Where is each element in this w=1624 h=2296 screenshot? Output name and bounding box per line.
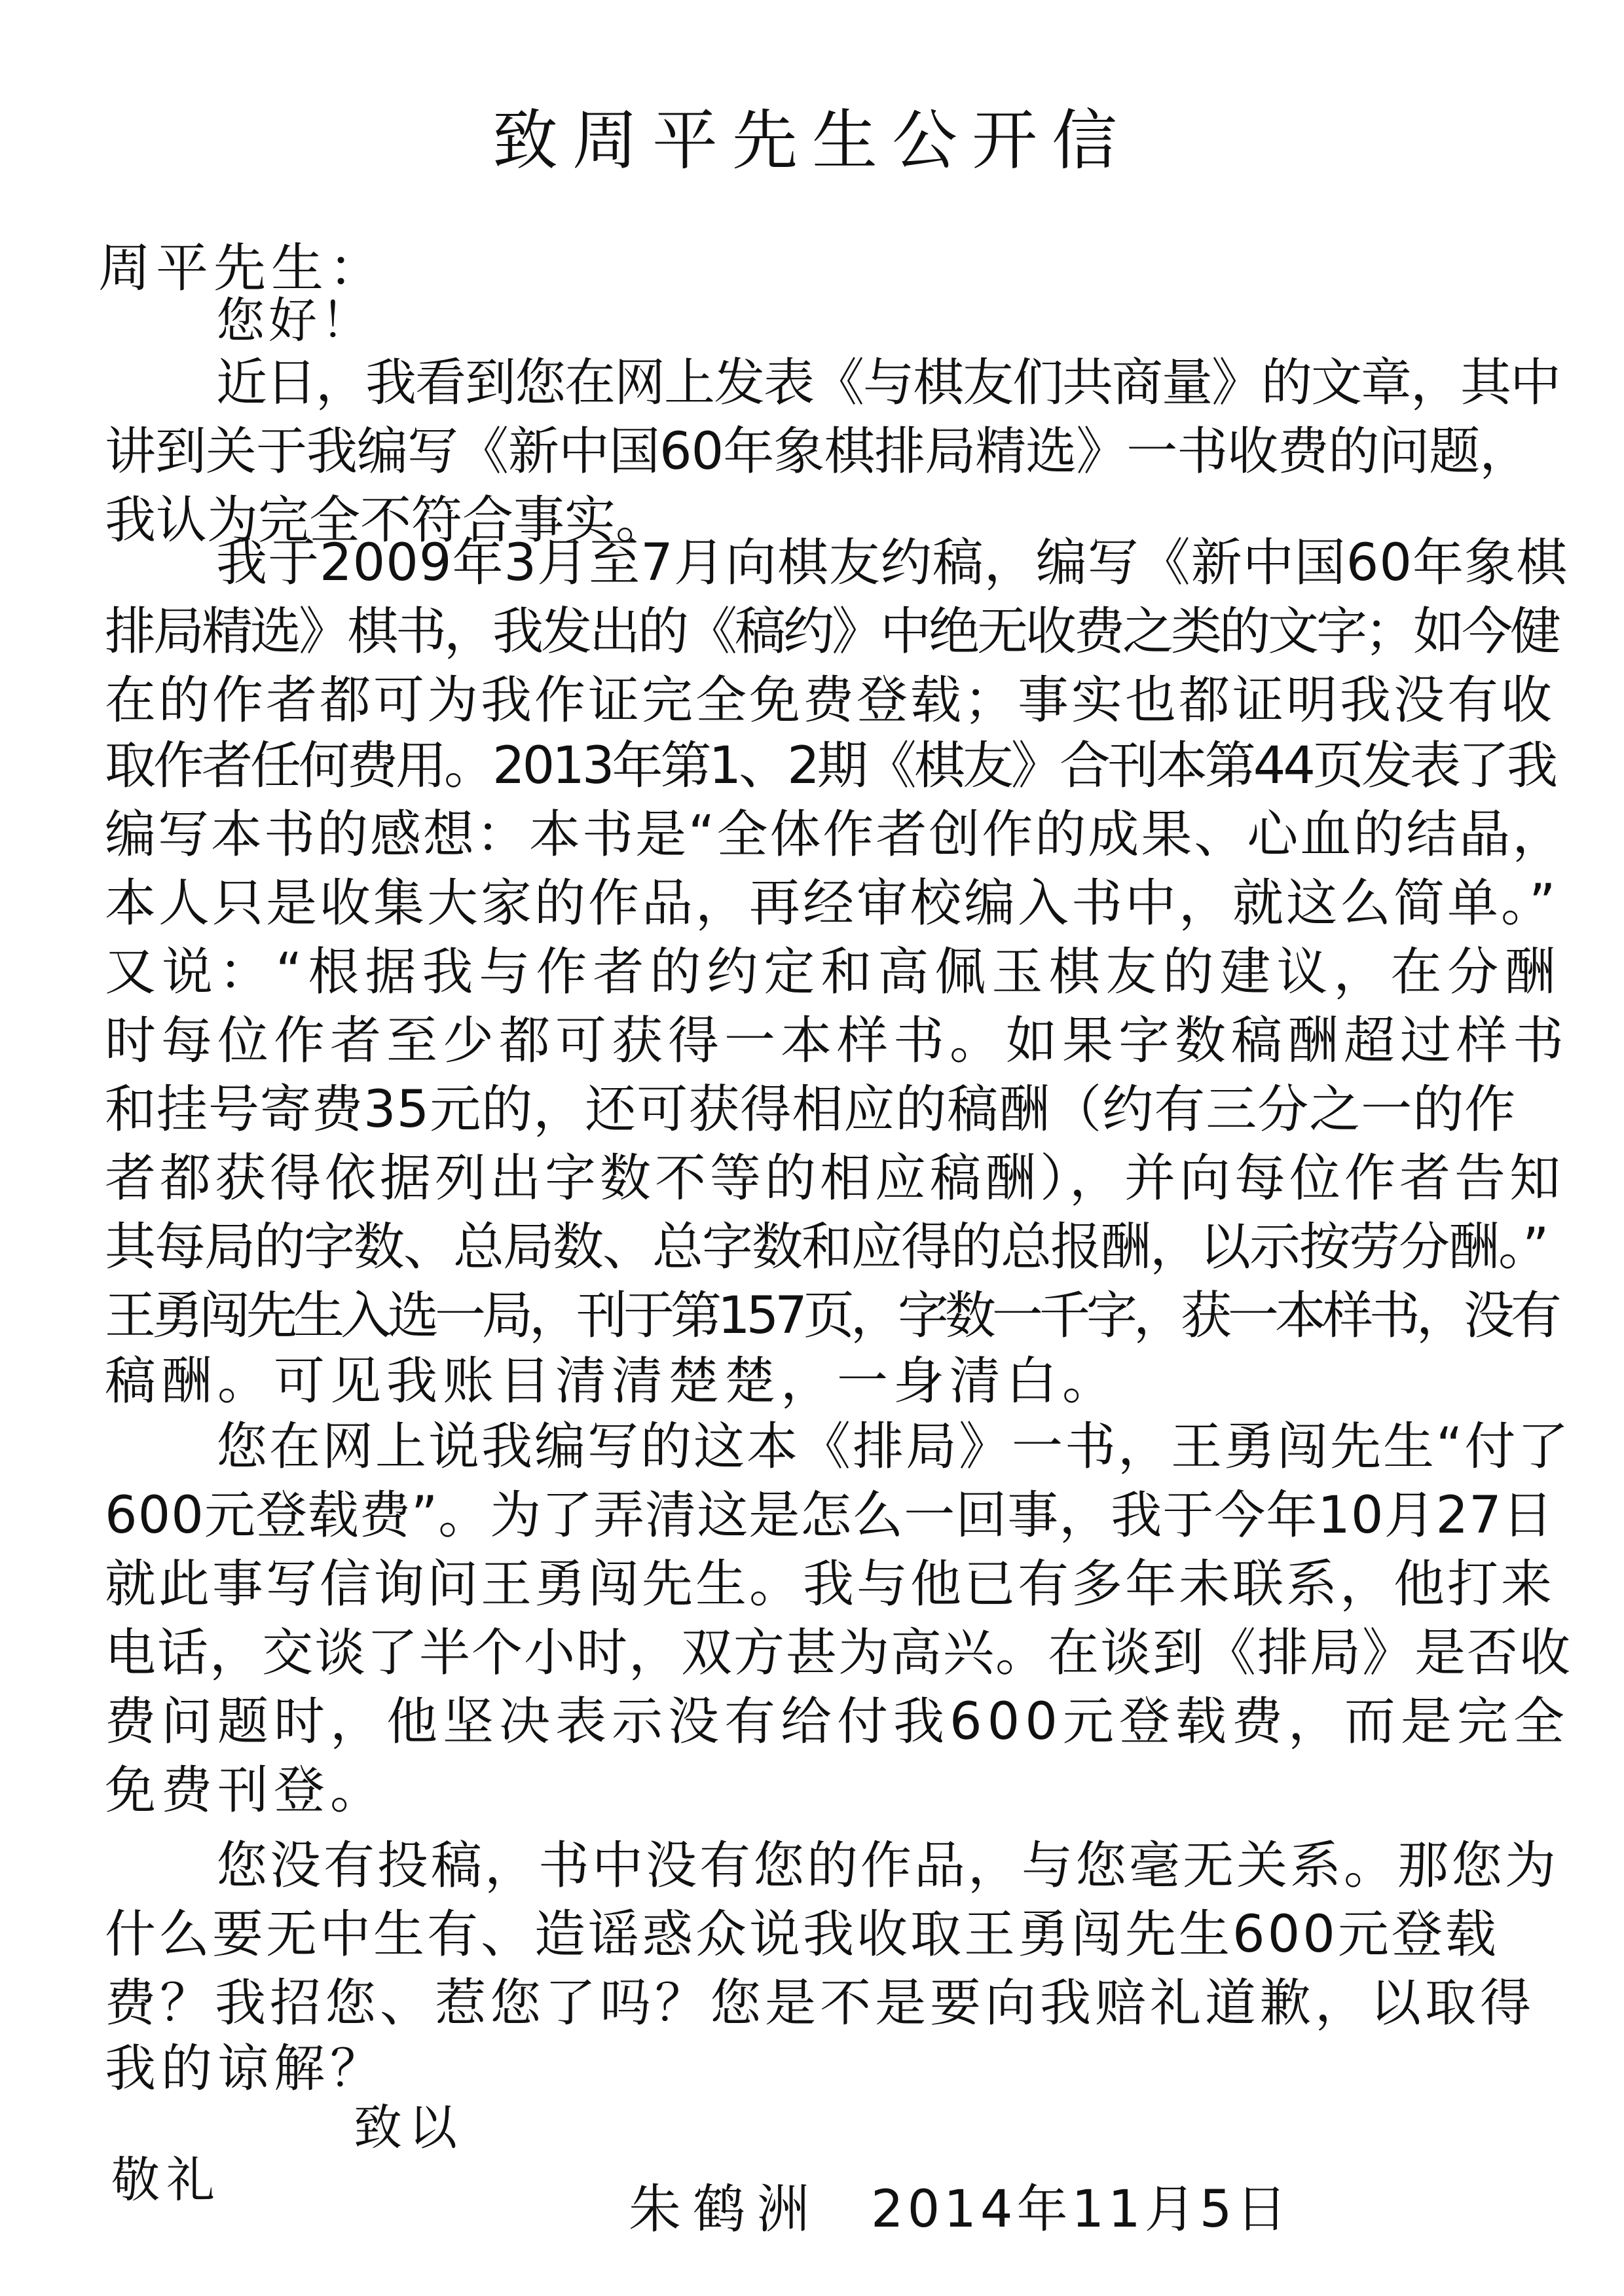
body-line: 600元登载费”。为了弄清这是怎么一回事，我于今年10月27日 xyxy=(105,1486,1554,1545)
body-line: 者都获得依据列出字数不等的相应稿酬），并向每位作者告知 xyxy=(105,1149,1565,1208)
letter-title: 致周平先生公开信 xyxy=(492,102,1132,179)
body-line: 近日，我看到您在网上发表《与棋友们共商量》的文章，其中 xyxy=(216,354,1560,412)
body-line: 编写本书的感想：本书是“全体作者创作的成果、心血的结晶， xyxy=(105,805,1566,864)
body-line: 排局精选》棋书，我发出的《稿约》中绝无收费之类的文字；如今健 xyxy=(105,602,1559,661)
signature-name: 朱鹤洲 xyxy=(629,2179,821,2240)
body-line: 我认为完全不符合事实。 xyxy=(105,491,667,550)
closing-zhiyi: 致以 xyxy=(354,2100,464,2156)
closing-jingli: 敬礼 xyxy=(111,2152,221,2208)
salutation: 周平先生： xyxy=(98,238,386,299)
body-line: 取作者任何费用。2013年第1、2期《棋友》合刊本第44页发表了我 xyxy=(105,737,1556,795)
body-line: 王勇闯先生入选一局，刊于第157页，字数一千字，获一本样书，没有 xyxy=(105,1286,1558,1345)
body-line: 什么要无中生有、造谣惑众说我收取王勇闯先生600元登载 xyxy=(105,1905,1499,1964)
body-line: 您在网上说我编写的这本《排局》一书，王勇闯先生“付了 xyxy=(216,1417,1571,1476)
body-line: 我的谅解？ xyxy=(105,2039,387,2098)
body-line: 和挂号寄费35元的，还可获得相应的稿酬（约有三分之一的作 xyxy=(105,1080,1517,1139)
body-line: 讲到关于我编写《新中国60年象棋排局精选》一书收费的问题， xyxy=(105,422,1530,481)
greeting: 您好！ xyxy=(216,293,373,349)
body-line: 费问题时，他坚决表示没有给付我600元登载费，而是完全 xyxy=(105,1692,1570,1751)
body-line: 您没有投稿，书中没有您的作品，与您毫无关系。那您为 xyxy=(216,1836,1559,1895)
body-line: 电话，交谈了半个小时，双方甚为高兴。在谈到《排局》是否收 xyxy=(105,1624,1572,1683)
body-line: 本人只是收集大家的作品，再经审校编入书中，就这么简单。” xyxy=(105,874,1559,933)
body-line: 稿酬。可见我账目清清楚楚，一身清白。 xyxy=(105,1352,1119,1411)
signature-date: 2014年11月5日 xyxy=(871,2180,1291,2239)
body-line: 其每局的字数、总局数、总字数和应得的总报酬，以示按劳分酬。” xyxy=(105,1218,1548,1277)
body-line: 又说：“根据我与作者的约定和高佩玉棋友的建议，在分酬 xyxy=(105,943,1562,1002)
body-line: 免费刊登。 xyxy=(105,1761,387,1820)
body-line: 我于2009年3月至7月向棋友约稿，编写《新中国60年象棋 xyxy=(216,534,1568,592)
body-line: 在的作者都可为我作证完全免费登载；事实也都证明我没有收 xyxy=(105,671,1555,730)
body-line: 费？我招您、惹您了吗？您是不是要向我赔礼道歉，以取得 xyxy=(105,1974,1536,2033)
body-line: 就此事写信询问王勇闯先生。我与他已有多年未联系，他打来 xyxy=(105,1555,1555,1614)
body-line: 时每位作者至少都可获得一本样书。如果字数稿酬超过样书 xyxy=(105,1011,1570,1070)
